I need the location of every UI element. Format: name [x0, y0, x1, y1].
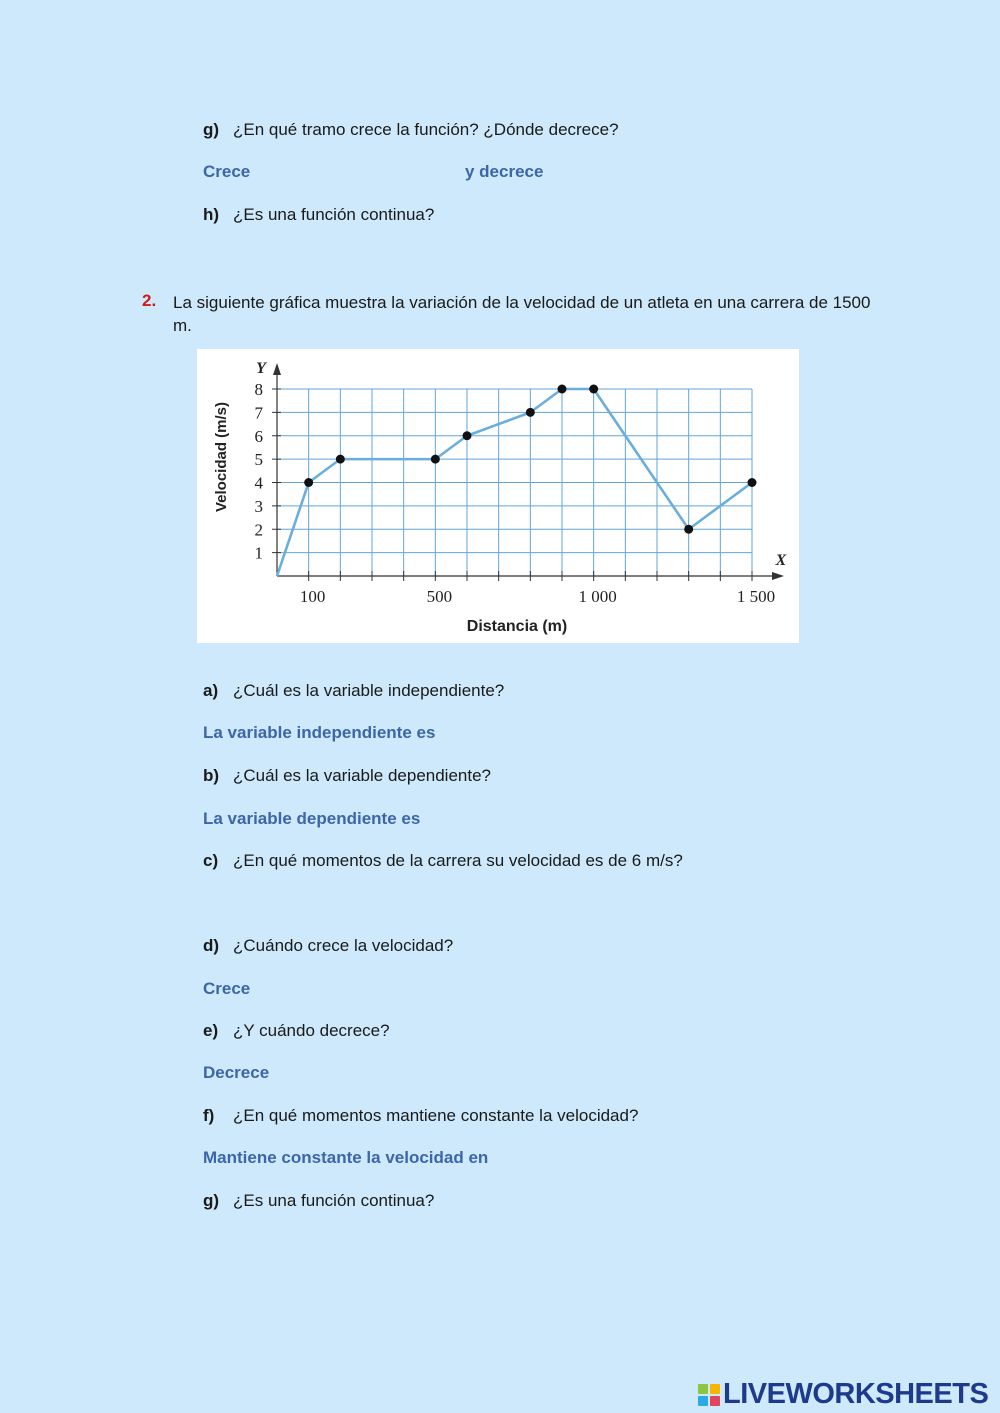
- question-text: ¿Es una función continua?: [233, 205, 435, 224]
- question-text: ¿En qué momentos de la carrera su velocidad es de 6 m/s?: [233, 851, 683, 870]
- answer-a-label: La variable independiente es: [203, 723, 436, 742]
- question-text: ¿Cuál es la variable dependiente?: [233, 766, 492, 785]
- x-axis-label: Distancia (m): [466, 618, 568, 635]
- question-c: [203, 851, 683, 871]
- question-g-prev: [203, 120, 619, 140]
- answer-d-label: Crece: [203, 979, 251, 998]
- velocity-chart: [197, 349, 799, 643]
- x-axis-arrow: [772, 572, 784, 580]
- y-tick-label: 3: [254, 496, 263, 516]
- question-text: ¿Y cuándo decrece?: [233, 1021, 390, 1040]
- answer-b-label: La variable dependiente es: [203, 809, 421, 828]
- liveworksheets-logo[interactable]: [697, 1378, 988, 1411]
- answer-decrece-label: y decrece: [465, 162, 544, 181]
- question-h-prev: [203, 205, 434, 225]
- data-point: [589, 385, 598, 394]
- y-tick-label: 2: [254, 520, 263, 540]
- question-letter: f): [203, 1106, 215, 1125]
- chart-svg: [197, 349, 799, 643]
- y-tick-label: 7: [254, 403, 263, 423]
- question-letter: d): [203, 936, 220, 955]
- question-d: [203, 936, 453, 956]
- answer-f-label: Mantiene constante la velocidad en: [203, 1148, 489, 1167]
- question-text: ¿Es una función continua?: [233, 1191, 435, 1210]
- y-tick-label: 5: [254, 450, 263, 470]
- y-tick-label: 1: [254, 543, 263, 563]
- x-tick-label: 1 000: [578, 587, 617, 606]
- data-point: [684, 525, 693, 534]
- answer-e-label: Decrece: [203, 1063, 270, 1082]
- x-tick-label: 1 500: [736, 587, 776, 606]
- data-point: [463, 431, 472, 440]
- question-text: ¿En qué momentos mantiene constante la velocidad?: [233, 1106, 639, 1125]
- x-tick-label: 100: [299, 587, 326, 606]
- chart-ticks: [255, 380, 776, 606]
- question-letter: c): [203, 851, 219, 870]
- y-axis-label: Velocidad (m/s): [213, 401, 230, 513]
- data-point: [526, 408, 535, 417]
- question-b: [203, 766, 491, 786]
- chart-series: [277, 385, 757, 577]
- data-point: [431, 455, 440, 464]
- x-axis-letter: X: [775, 552, 787, 569]
- y-tick-label: 8: [254, 380, 263, 399]
- data-point: [748, 478, 757, 487]
- question-text: ¿En qué tramo crece la función? ¿Dónde decrece?: [233, 120, 619, 139]
- data-point: [336, 455, 345, 464]
- y-tick-label: 6: [254, 426, 263, 446]
- answer-crece-label: Crece: [203, 162, 251, 181]
- question-letter: e): [203, 1021, 219, 1040]
- question-e: [203, 1021, 390, 1041]
- y-tick-label: 4: [254, 473, 263, 493]
- y-axis-letter: Y: [256, 360, 266, 377]
- exercise-statement: La siguiente gráfica muestra la variación de la velocidad de un atleta en una carrera de 1500 m.: [173, 293, 871, 335]
- liveworksheets-logo-icon: [697, 1383, 721, 1407]
- data-point: [304, 478, 313, 487]
- question-a: [203, 681, 504, 701]
- question-text: ¿Cuál es la variable independiente?: [233, 681, 505, 700]
- question-letter: h): [203, 205, 220, 224]
- exercise-number: 2.: [142, 291, 157, 310]
- question-letter: g): [203, 120, 220, 139]
- question-letter: b): [203, 766, 220, 785]
- question-text: ¿Cuándo crece la velocidad?: [233, 936, 454, 955]
- data-point: [558, 385, 567, 394]
- x-tick-label: 500: [426, 587, 453, 606]
- chart-axes: [273, 363, 784, 580]
- y-axis-arrow: [273, 363, 281, 375]
- question-letter: g): [203, 1191, 220, 1210]
- question-letter: a): [203, 681, 219, 700]
- question-f: [203, 1106, 638, 1126]
- liveworksheets-logo-text: LIVEWORKSHEETS: [723, 1378, 989, 1410]
- question-g: [203, 1191, 434, 1211]
